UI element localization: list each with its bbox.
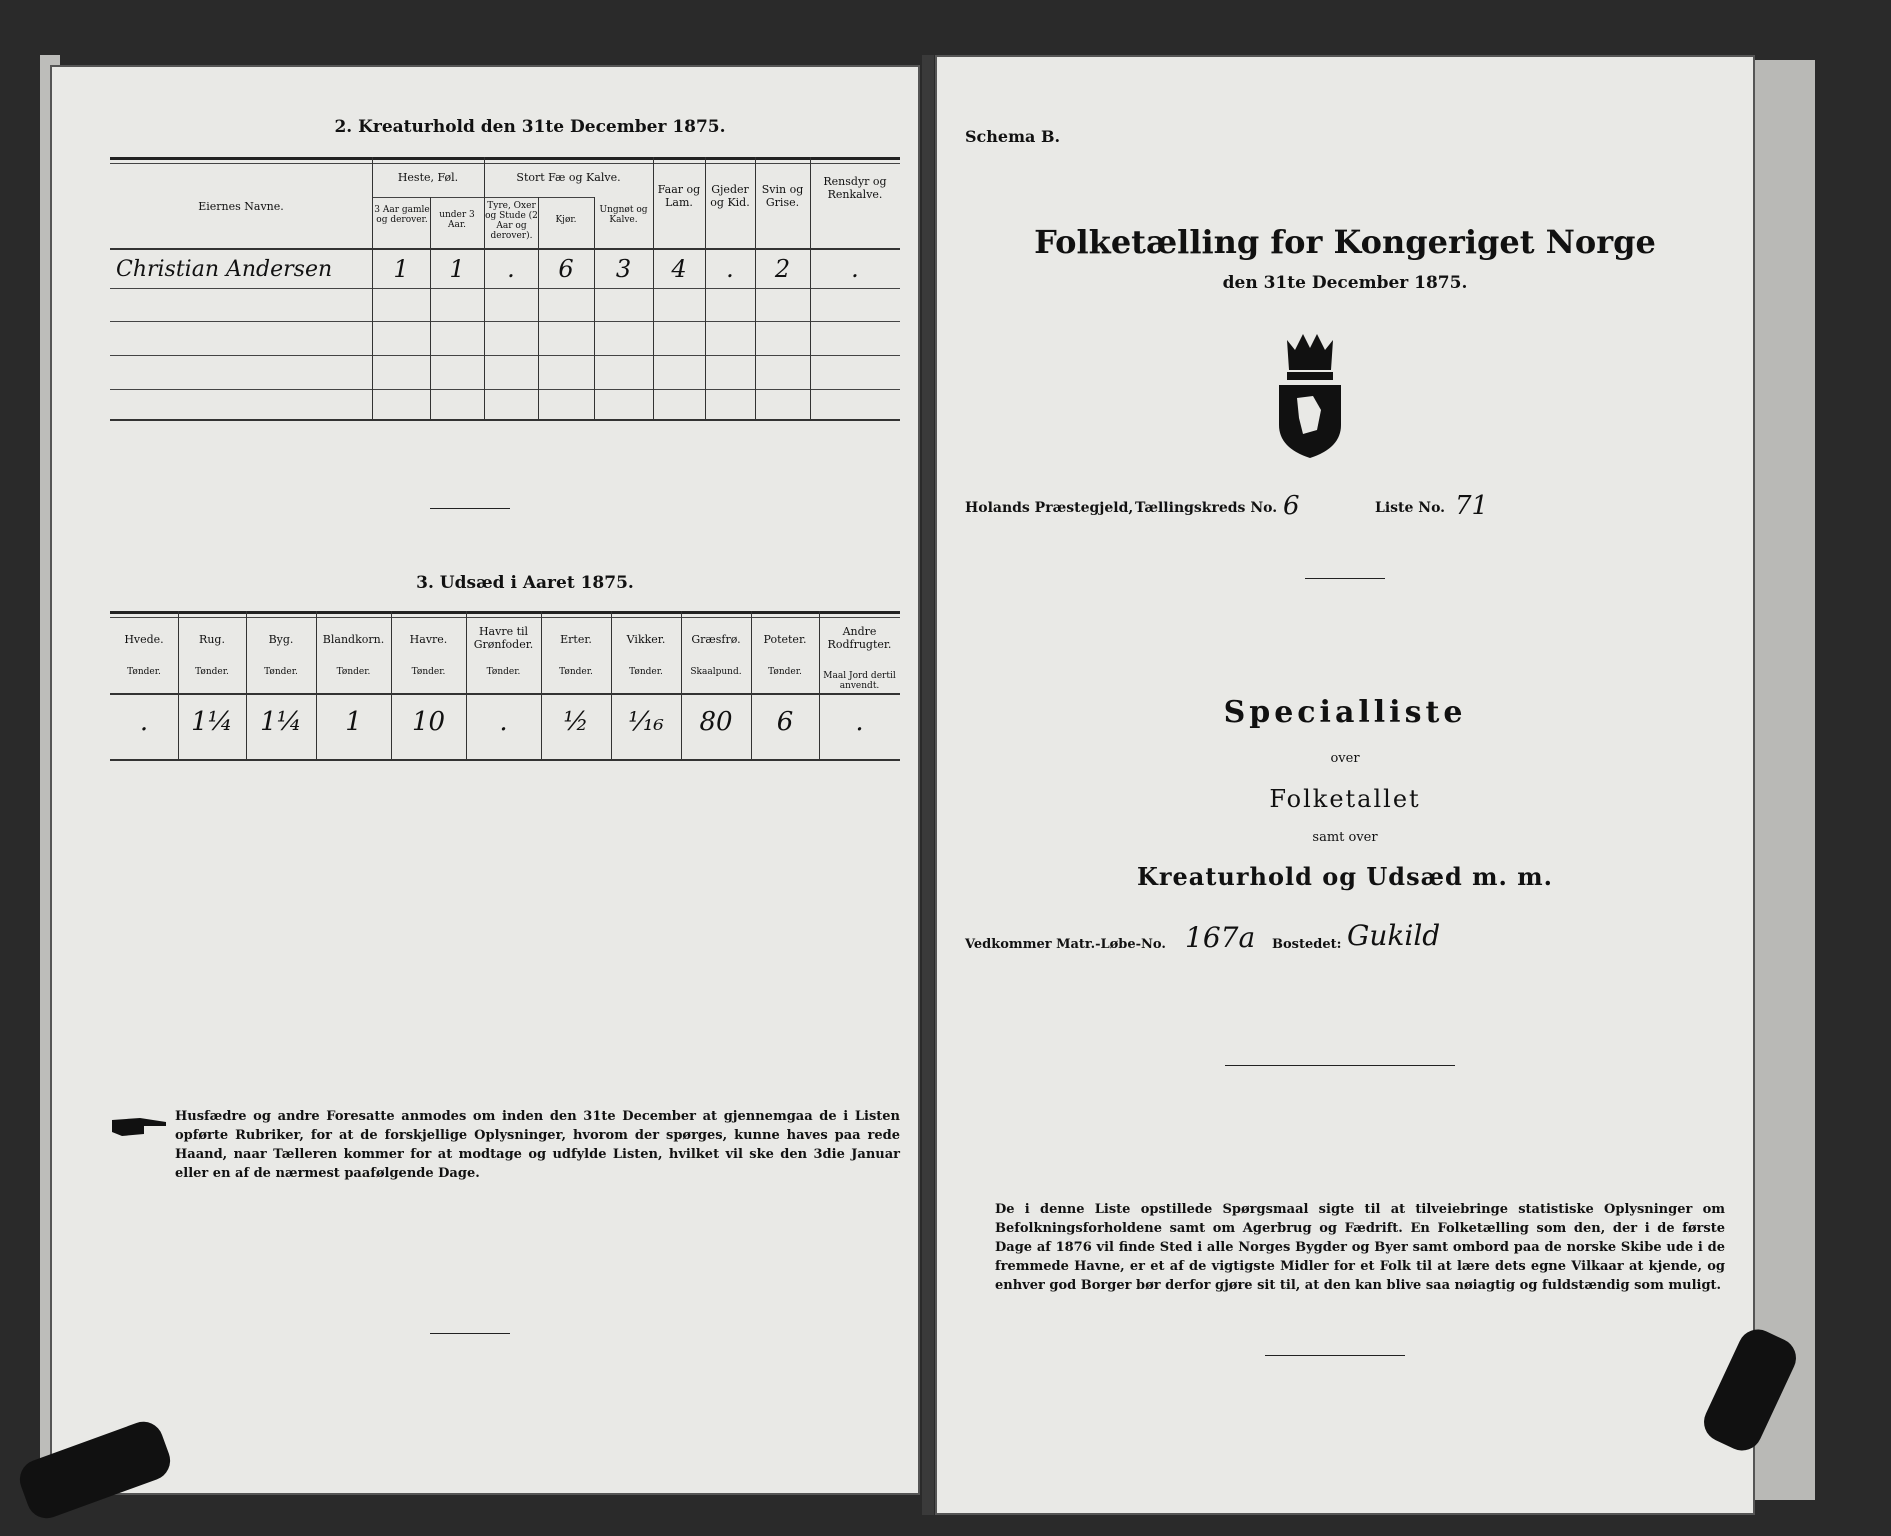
cattle-bulls-value: . [507, 255, 515, 283]
bosted-value: Gukild [1347, 919, 1441, 952]
seed-col-label: Erter. [560, 633, 592, 646]
seed-col-unit: Tønder. [264, 667, 298, 677]
seed-col-value: . [139, 707, 149, 737]
pigs-header: Svin og Grise. [761, 183, 804, 209]
right-divider-3 [1265, 1355, 1405, 1356]
horses-under3-value: 1 [449, 255, 465, 283]
cattle-young-header: Ungnøt og Kalve. [599, 205, 648, 225]
kreatur-heading: Kreaturhold og Udsæd m. m. [1137, 862, 1553, 891]
seed-col-label: Hvede. [124, 633, 164, 646]
goats-header: Gjeder og Kid. [710, 183, 750, 209]
district-value: 6 [1283, 491, 1300, 521]
owner-name: Christian Andersen [116, 257, 333, 282]
book-spine [922, 55, 934, 1515]
sheep-header: Faar og Lam. [657, 183, 701, 209]
cattle-header: Stort Fæ og Kalve. [516, 171, 621, 184]
cattle-young-value: 3 [615, 255, 632, 283]
divider [430, 508, 510, 509]
right-divider-2 [1225, 1065, 1455, 1066]
seed-col-unit: Tønder. [195, 667, 229, 677]
seed-col-value: 80 [699, 707, 733, 737]
seed-col-label: Rug. [199, 633, 225, 646]
section2-title: 2. Kreaturhold den 31te December 1875. [334, 117, 726, 137]
coat-of-arms-icon [1273, 330, 1347, 460]
seed-col-value: . [855, 707, 864, 737]
seed-col-unit: Tønder. [336, 667, 371, 677]
section3-title: 3. Udsæd i Aaret 1875. [416, 573, 634, 593]
cattle-bulls-header: Tyre, Oxer og Stude (2 Aar og derover). [485, 201, 538, 241]
matr-value: 167a [1185, 921, 1256, 954]
seed-col-unit: Maal Jord dertil anvendt. [823, 671, 896, 691]
seed-col-label: Andre Rodfrugter. [827, 625, 892, 651]
seed-col-unit: Tønder. [127, 667, 161, 677]
seed-col-unit: Skaalpund. [690, 667, 742, 677]
matr-label: Vedkommer Matr.-Løbe-No. [965, 937, 1166, 952]
samt-over: samt over [1312, 830, 1378, 845]
seed-col-unit: Tønder. [411, 667, 446, 677]
census-title: Folketælling for Kongeriget Norge [1034, 223, 1656, 261]
horses-3plus-header: 3 Aar gamle og derover. [374, 205, 430, 225]
owner-header: Eiernes Navne. [198, 200, 284, 213]
cattle-cows-value: 6 [558, 255, 574, 283]
bosted-label: Bostedet: [1272, 937, 1342, 952]
over-1: over [1330, 751, 1360, 766]
seed-col-label: Byg. [268, 633, 294, 646]
census-date: den 31te December 1875. [1222, 273, 1468, 293]
list-label: Liste No. [1375, 500, 1446, 516]
seed-col-value: . [499, 707, 508, 737]
reindeer-header: Rensdyr og Renkalve. [823, 175, 887, 201]
horses-header: Heste, Føl. [397, 171, 459, 184]
horses-under3-header: under 3 Aar. [439, 210, 475, 230]
pigs-value: 2 [774, 255, 791, 283]
seed-col-unit: Tønder. [768, 667, 802, 677]
seed-col-value: ½ [563, 707, 589, 737]
seed-col-unit: Tønder. [486, 667, 521, 677]
schema-label: Schema B. [965, 127, 1061, 146]
list-value: 71 [1455, 491, 1489, 521]
seed-col-value: 1 [345, 707, 362, 737]
seed-col-label: Græsfrø. [691, 633, 741, 646]
parish-label: Holands Præstegjeld, [965, 500, 1134, 516]
seed-col-value: 6 [776, 707, 794, 737]
seed-col-unit: Tønder. [559, 667, 593, 677]
right-divider-1 [1305, 578, 1385, 579]
seed-col-label: Havre til Grønfoder. [473, 625, 534, 651]
divider-bottom [430, 1333, 510, 1334]
notice-text: Husfædre og andre Foresatte anmodes om inden den 31te December at gjennemgaa de i Listen opførte Rubriker, for at de forskjellige Oplysninger, hvorom der spørges, kunne haves paa rede Haand, naar Tælleren kommer for at modtage og udfylde Listen, hvilket vil ske den 3die Januar eller en af de nærmest paafølgende Dage. [175, 1109, 900, 1181]
right-page [935, 55, 1755, 1515]
intro-paragraph: De i denne Liste opstillede Spørgsmaal sigte til at tilveiebringe statistiske Oplysninger om Befolkningsforholdene samt om Agerbrug og Fædrift. En Folketælling som den, der i de første Dage af 1876 vil finde Sted i alle Norges Bygder og Byer samt ombord paa de norske Skibe ude i de fremmede Havne, er et af de vigtigste Midler for et Folk til at lære dets egne Vilkaar at kjende, og enhver god Borger bør derfor gjøre sit til, at den kan blive saa nøiagtig og fuldstændig som muligt. [995, 1202, 1725, 1293]
seed-col-value: 1¼ [191, 707, 233, 737]
seed-col-value: 1¼ [260, 707, 302, 737]
seed-col-label: Blandkorn. [322, 633, 385, 646]
cattle-cows-header: Kjør. [555, 215, 577, 225]
seed-col-value: ⅟₁₆ [628, 707, 664, 737]
seed-col-label: Poteter. [763, 633, 807, 646]
left-page [50, 65, 920, 1495]
folketallet-heading: Folketallet [1269, 785, 1421, 813]
seed-col-label: Vikker. [626, 633, 666, 646]
seed-col-label: Havre. [409, 633, 448, 646]
seed-col-unit: Tønder. [629, 667, 663, 677]
sheep-value: 4 [671, 255, 687, 283]
right-page-edge [1755, 60, 1815, 1500]
goats-value: . [726, 255, 734, 283]
district-label: Tællingskreds No. [1135, 500, 1278, 516]
seed-col-value: 10 [411, 707, 446, 737]
reindeer-value: . [851, 255, 859, 283]
pointing-hand-icon [110, 1110, 170, 1140]
specialliste-heading: Specialliste [1223, 695, 1467, 730]
horses-3plus-value: 1 [393, 255, 409, 283]
